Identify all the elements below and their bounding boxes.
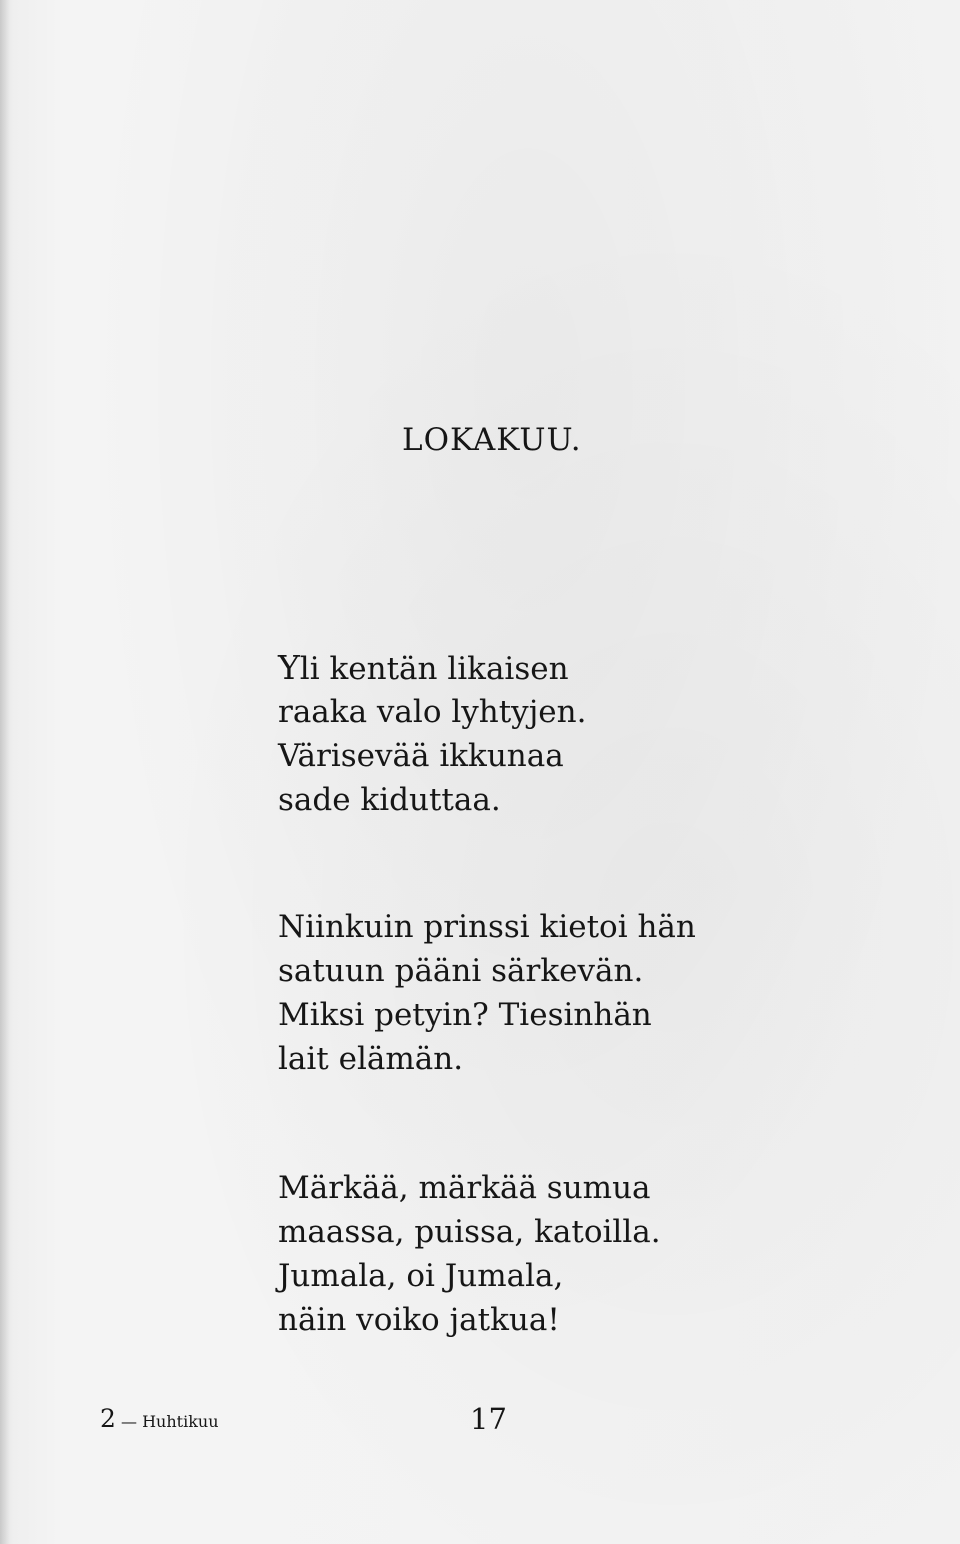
poem-line: Jumala, oi Jumala, xyxy=(278,1258,564,1294)
poem-line: raaka valo lyhtyjen. xyxy=(278,694,587,730)
poem-line: näin voiko jatkua! xyxy=(278,1302,560,1338)
poem-line: Märkää, märkää sumua xyxy=(278,1170,651,1206)
page-number: 17 xyxy=(470,1402,507,1436)
poem-line xyxy=(278,646,586,690)
stanza-2 xyxy=(278,905,696,1081)
first-line-text: li kentän likaisen xyxy=(299,651,569,687)
poem-line: Niinkuin prinssi kietoi hän xyxy=(278,909,696,945)
signature-text: Huhtikuu xyxy=(142,1412,219,1431)
initial-letter: Y xyxy=(278,648,300,687)
poem-line: Miksi petyin? Tiesinhän xyxy=(278,997,652,1033)
poem-title: LOKAKUU. xyxy=(402,422,582,458)
stanza-1 xyxy=(278,646,586,822)
page-gutter-shadow xyxy=(0,0,10,1544)
poem-line: satuun pääni särkevän. xyxy=(278,953,644,989)
poem-line: sade kiduttaa. xyxy=(278,782,501,818)
stanza-3 xyxy=(278,1166,661,1342)
signature-dash: — xyxy=(121,1412,137,1431)
printer-signature-mark xyxy=(100,1404,219,1437)
poem-line: maassa, puissa, katoilla. xyxy=(278,1214,661,1250)
signature-number: 2 xyxy=(100,1404,116,1433)
poem-line: lait elämän. xyxy=(278,1041,464,1077)
show-through-texture xyxy=(150,120,750,450)
poem-line: Värisevää ikkunaa xyxy=(278,738,564,774)
